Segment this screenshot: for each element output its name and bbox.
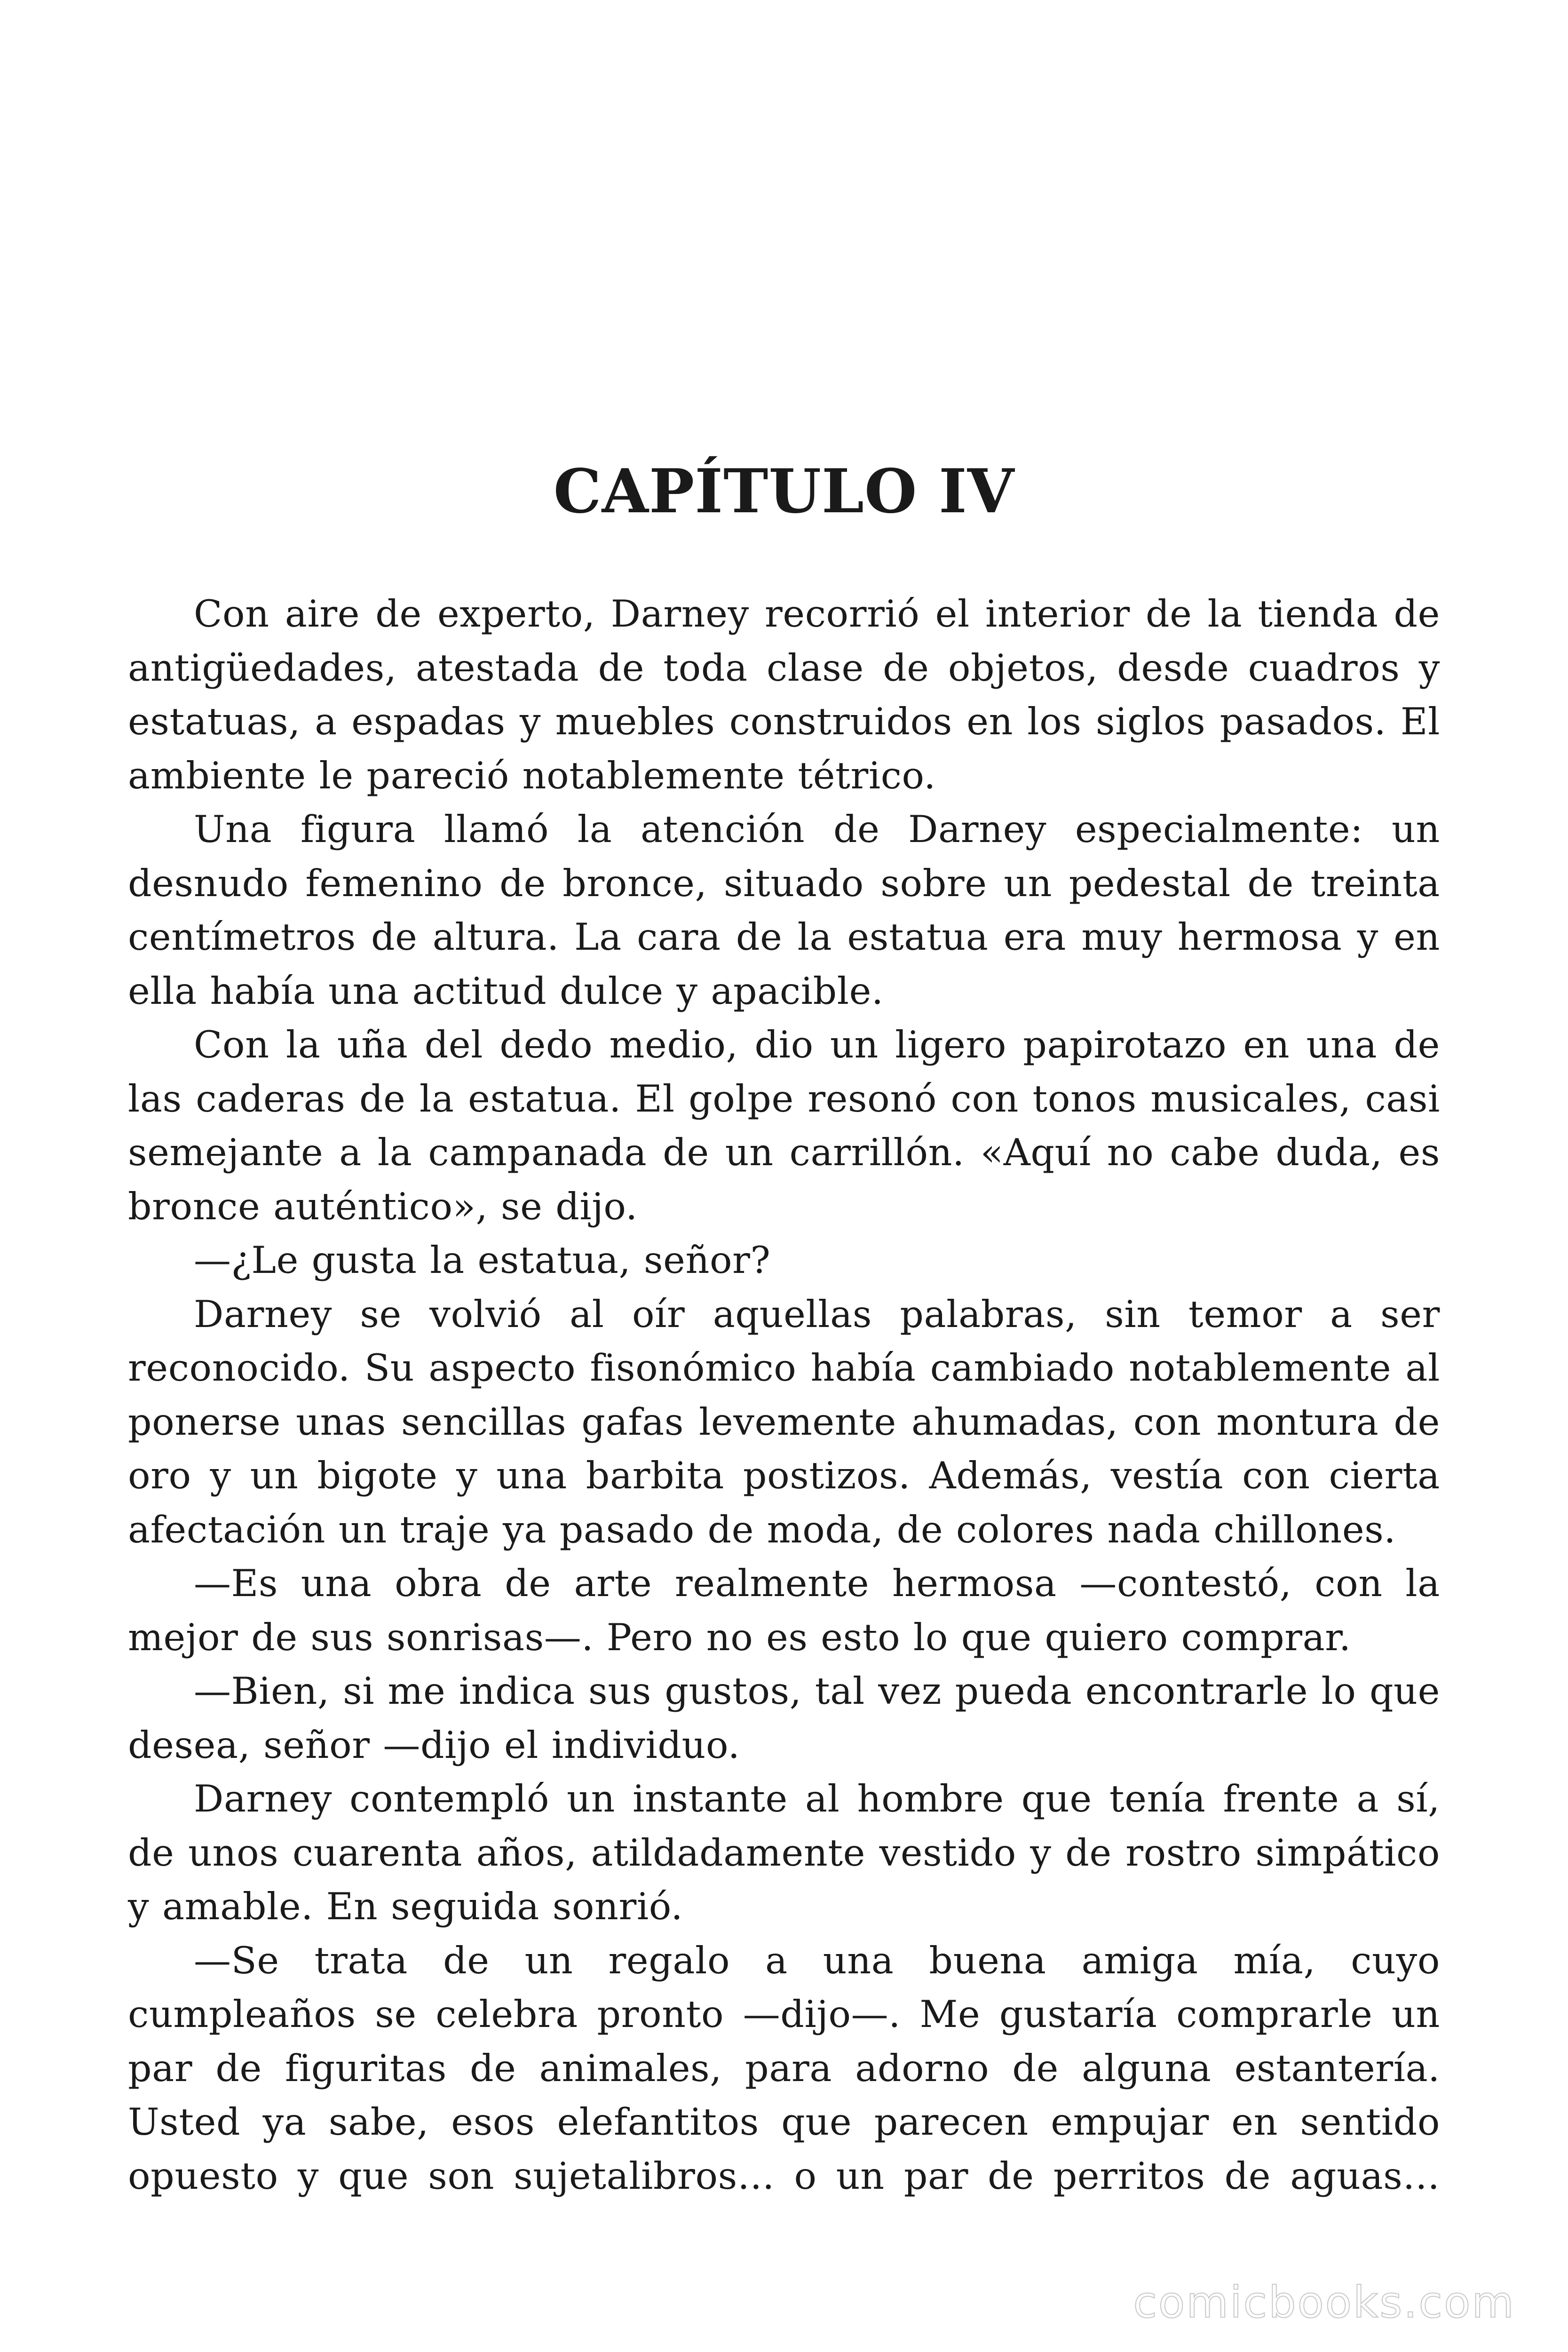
chapter-body [128,587,1440,2203]
paragraph: —Se trata de un regalo a una buena amiga mía, cuyo cumpleaños se celebra pronto —dijo—. Me gustaría comprarle un par de figuritas de animales, para adorno de alguna estantería. Usted ya sabe, esos elefantitos que parecen empujar en sentido opuesto y que son sujetalibros… o un par de perritos de aguas… [128,1939,1440,2198]
paragraph: Darney se volvió al oír aquellas palabras, sin temor a ser reconocido. Su aspecto fisonómico había cambiado notablemente al ponerse unas sencillas gafas levemente ahumadas, con montura de oro y un bigote y una barbita postizos. Además, vestía con cierta afectación un traje ya pasado de moda, de colores nada chillones. [128,1292,1440,1551]
paragraph: —Bien, si me indica sus gustos, tal vez pueda encontrarle lo que desea, señor —dijo el individuo. [128,1669,1440,1767]
site-watermark: comicbooks.com [1133,2277,1515,2328]
paragraph: Con la uña del dedo medio, dio un ligero papirotazo en una de las caderas de la estatua. El golpe resonó con tonos musicales, casi semejante a la campanada de un carrillón. «Aquí no cabe duda, es bronce auténtico», se dijo. [128,1023,1440,1228]
paragraph: Darney contempló un instante al hombre que tenía frente a sí, de unos cuarenta años, atildadamente vestido y de rostro simpático y amable. En seguida sonrió. [128,1777,1440,1928]
paragraph: —¿Le gusta la estatua, señor? [194,1239,771,1282]
paragraph: —Es una obra de arte realmente hermosa —contestó, con la mejor de sus sonrisas—. Pero no es esto lo que quiero comprar. [128,1562,1440,1659]
paragraph: Con aire de experto, Darney recorrió el interior de la tienda de antigüedades, atestada de toda clase de objetos, desde cuadros y estatuas, a espadas y muebles construidos en los siglos pasados. El ambiente le pareció notablemente tétrico. [128,592,1440,797]
paragraph: Una figura llamó la atención de Darney especialmente: un desnudo femenino de bronce, situado sobre un pedestal de treinta centímetros de altura. La cara de la estatua era muy hermosa y en ella había una actitud dulce y apacible. [128,808,1440,1013]
chapter-title: CAPÍTULO IV [553,456,1015,527]
